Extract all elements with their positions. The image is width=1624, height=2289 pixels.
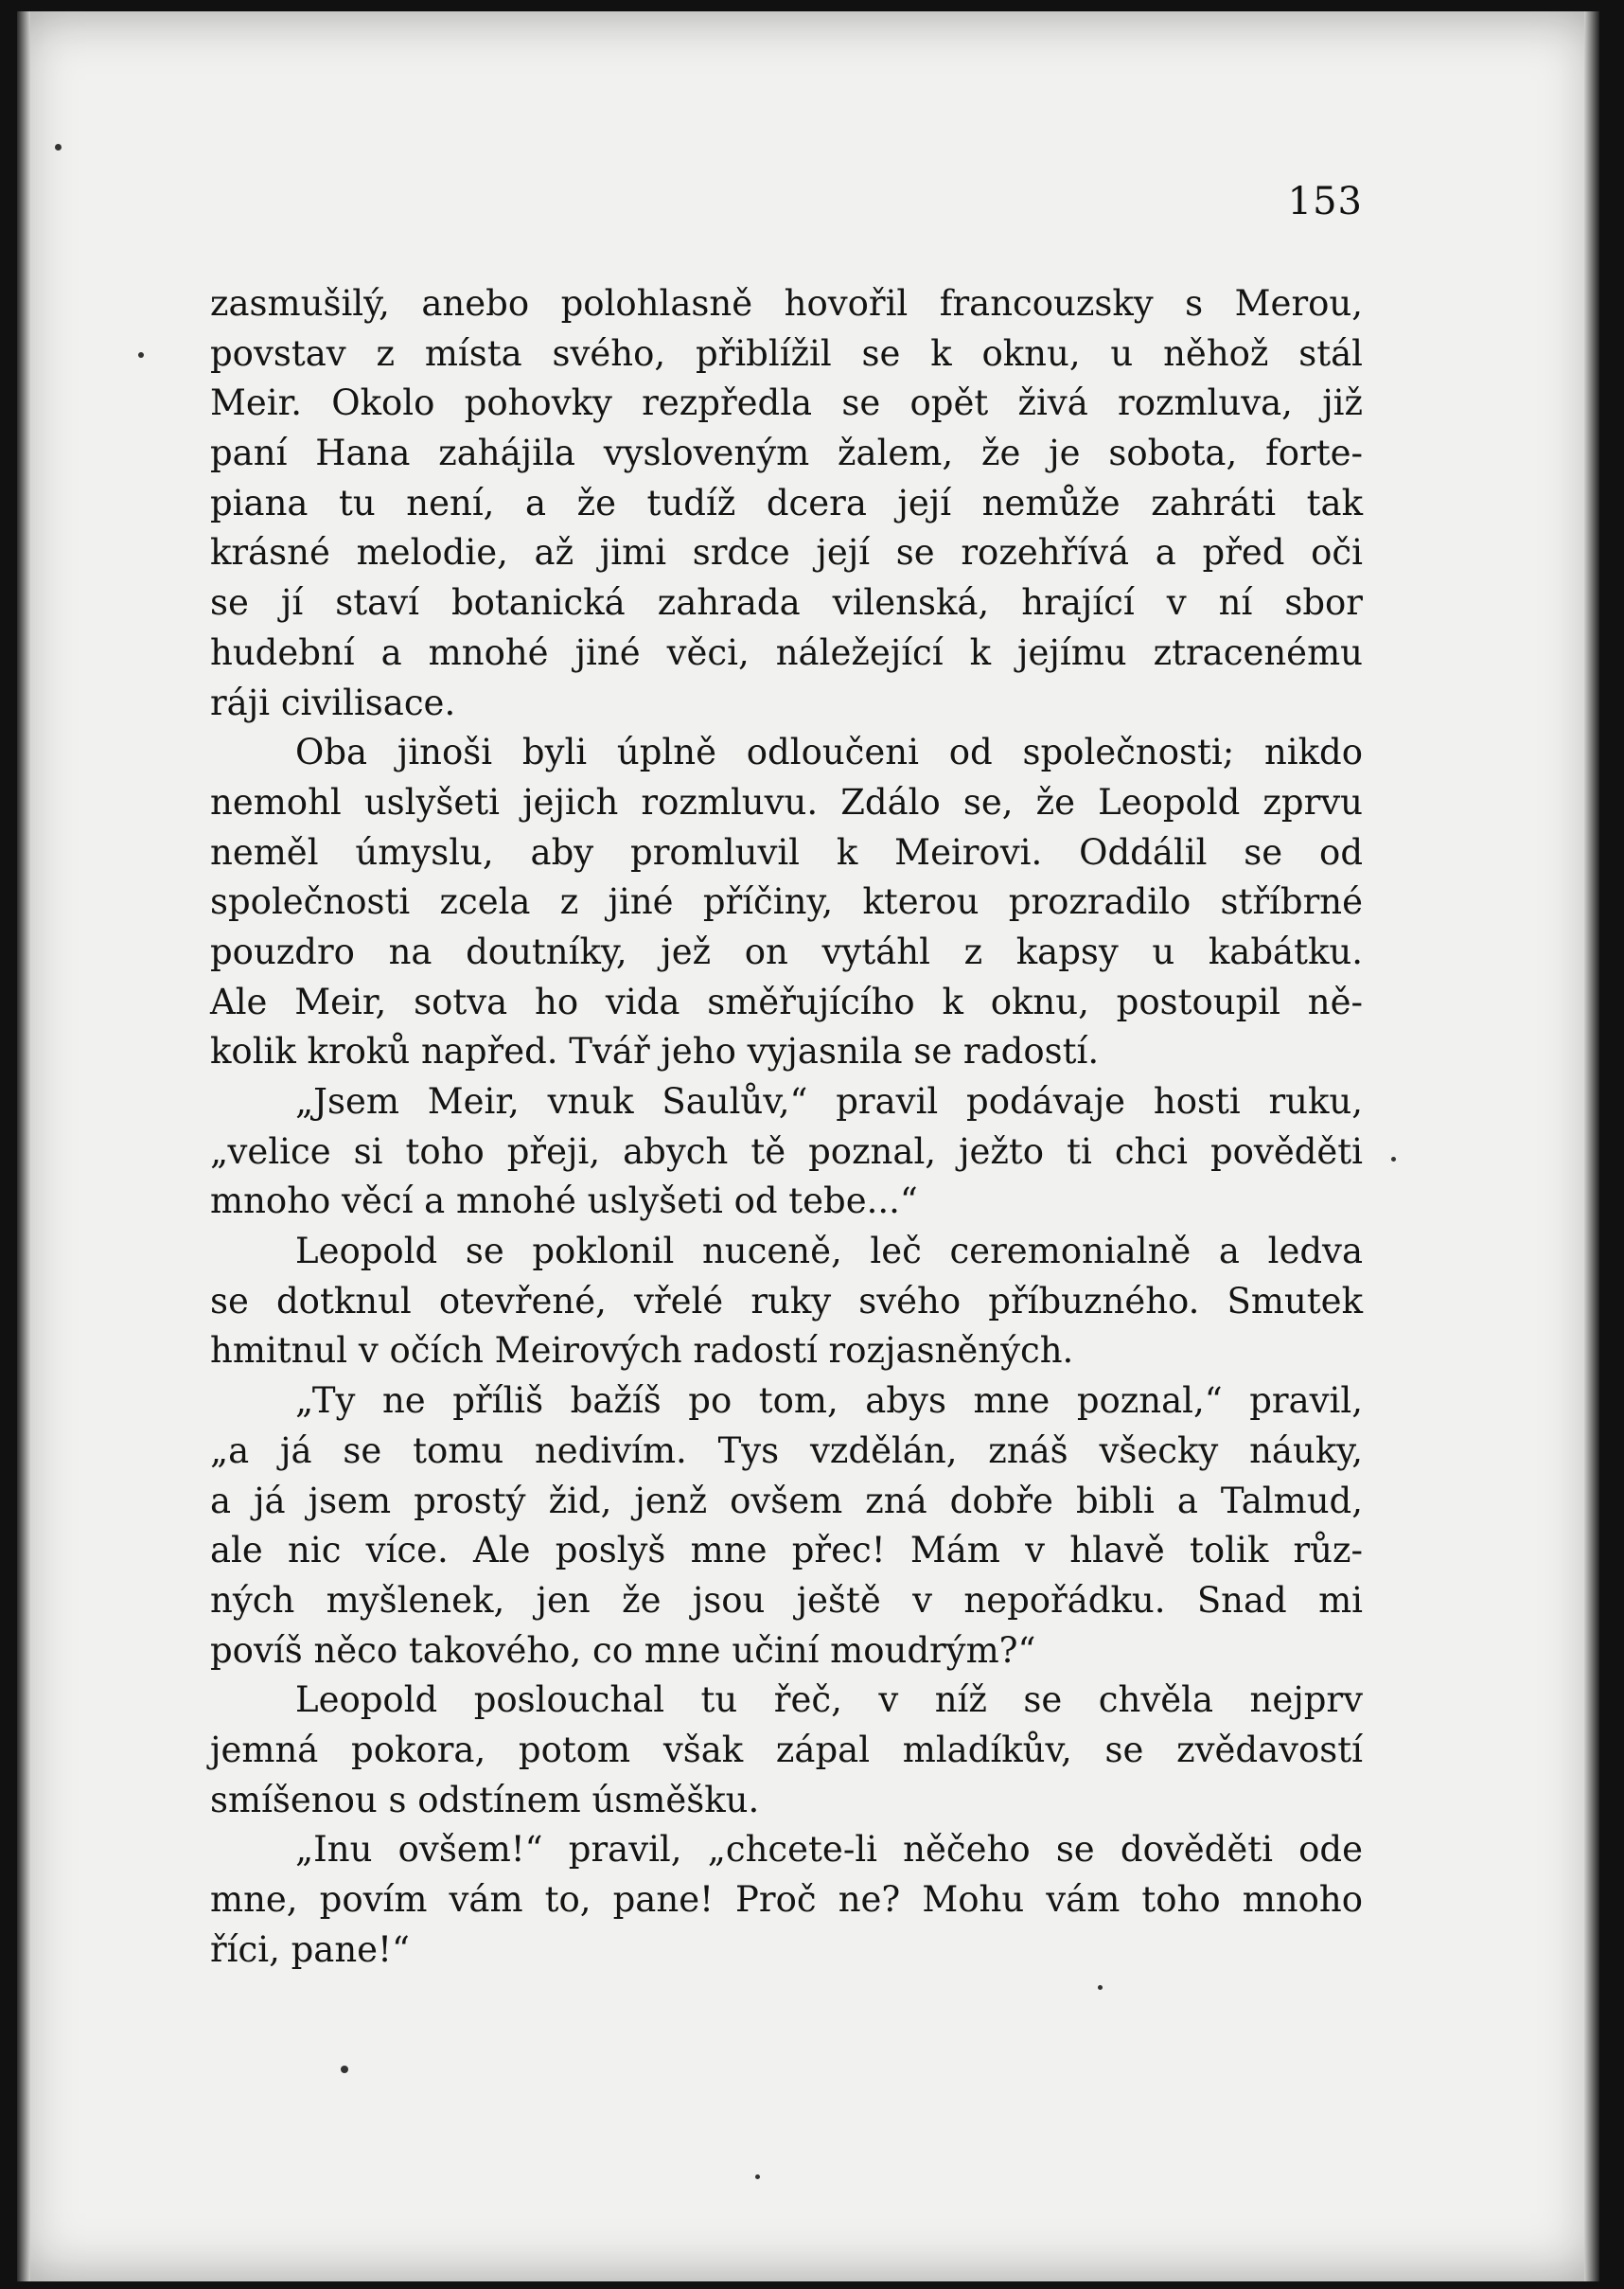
text-line: Leopold se poklonil nuceně, leč ceremonialně a ledva: [295, 1231, 1363, 1272]
text-line: Oba jinoši byli úplně odloučeni od společnosti; nikdo: [295, 732, 1363, 773]
text-line: povíš něco takového, co mne učiní moudrým?“: [210, 1629, 1036, 1671]
text-line: „Ty ne příliš bažíš po tom, abys mne poznal,“ pravil,: [295, 1380, 1363, 1422]
text-line: hmitnul v očích Meirových radostí rozjasněných.: [210, 1330, 1074, 1372]
text-line: společnosti zcela z jiné příčiny, kterou prozradilo stříbrné: [210, 881, 1363, 923]
text-line: jemná pokora, potom však zápal mladíkův, se zvědavostí: [210, 1729, 1363, 1770]
text-line: se dotknul otevřené, vřelé ruky svého příbuzného. Smutek: [210, 1280, 1363, 1322]
dust-speck: [341, 2066, 348, 2073]
text-line: ráji civilisace.: [210, 682, 456, 723]
text-line: říci, pane!“: [210, 1928, 410, 1970]
dust-speck: [755, 2174, 760, 2179]
dust-speck: [1098, 1985, 1103, 1990]
page-edge-right: [1584, 11, 1599, 2281]
text-line: mnoho věcí a mnohé uslyšeti od tebe...“: [210, 1180, 918, 1222]
text-line: „a já se tomu nedivím. Tys vzdělán, znáš všecky náuky,: [210, 1429, 1363, 1471]
text-line: Leopold poslouchal tu řeč, v níž se chvěla nejprv: [295, 1679, 1363, 1721]
text-line: hudební a mnohé jiné věci, náležející k jejímu ztracenému: [210, 631, 1363, 673]
text-line: „Inu ovšem!“ pravil, „chcete-li něčeho se dověděti ode: [295, 1829, 1363, 1871]
page-edge-left: [17, 11, 30, 2281]
text-line: neměl úmyslu, aby promluvil k Meirovi. Oddálil se od: [210, 831, 1363, 873]
text-line: povstav z místa svého, přiblížil se k oknu, u něhož stál: [210, 332, 1363, 374]
text-line: zasmušilý, anebo polohlasně hovořil francouzsky s Merou,: [210, 283, 1363, 324]
text-line: piana tu není, a že tudíž dcera její nemůže zahráti tak: [210, 482, 1363, 523]
text-line: paní Hana zahájila vysloveným žalem, že je sobota, forte-: [210, 433, 1363, 474]
text-line: Ale Meir, sotva ho vida směřujícího k oknu, postoupil ně-: [210, 981, 1363, 1022]
text-line: „Jsem Meir, vnuk Saulův,“ pravil podávaje hosti ruku,: [295, 1081, 1363, 1122]
text-line: smíšenou s odstínem úsměšku.: [210, 1779, 760, 1820]
text-line: mne, povím vám to, pane! Proč ne? Mohu vám toho mnoho: [210, 1879, 1363, 1920]
text-line: Meir. Okolo pohovky rezpředla se opět živá rozmluva, již: [210, 382, 1363, 424]
page-number: 153: [1287, 180, 1363, 223]
page-body-text: [210, 279, 1363, 1975]
text-line: a já jsem prostý žid, jenž ovšem zná dobře bibli a Talmud,: [210, 1480, 1363, 1521]
text-line: ale nic více. Ale poslyš mne přec! Mám v hlavě tolik růz-: [210, 1530, 1363, 1571]
text-line: „velice si toho přeji, abych tě poznal, ježto ti chci pověděti: [210, 1130, 1363, 1172]
text-line: pouzdro na doutníky, jež on vytáhl z kapsy u kabátku.: [210, 931, 1363, 972]
text-line: ných myšlenek, jen že jsou ještě v nepořádku. Snad mi: [210, 1579, 1363, 1621]
dust-speck: [55, 144, 62, 151]
text-line: kolik kroků napřed. Tvář jeho vyjasnila se radostí.: [210, 1031, 1100, 1073]
text-line: krásné melodie, až jimi srdce její se rozehřívá a před oči: [210, 532, 1363, 574]
dust-speck: [138, 352, 144, 358]
dust-speck: [1391, 1157, 1396, 1162]
text-line: nemohl uslyšeti jejich rozmluvu. Zdálo se, že Leopold zprvu: [210, 781, 1363, 823]
text-line: se jí staví botanická zahrada vilenská, hrající v ní sbor: [210, 582, 1363, 624]
